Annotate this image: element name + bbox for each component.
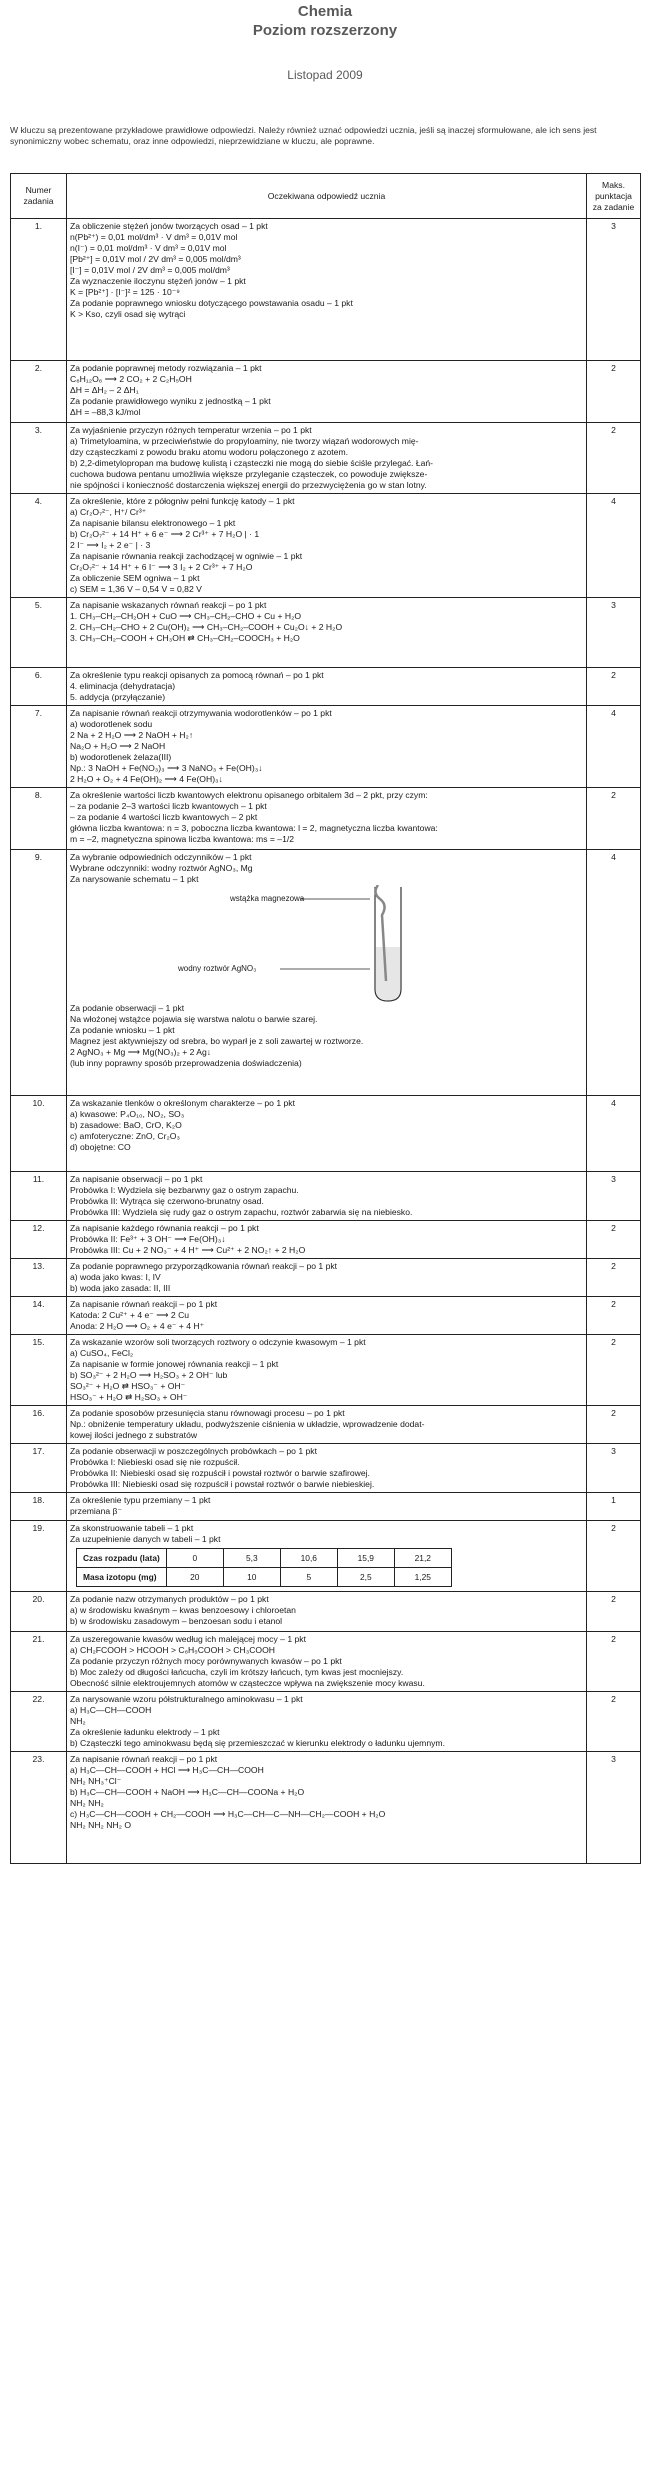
answer-line: [I⁻] = 0,01V mol / 2V dm³ = 0,005 mol/dm³	[70, 265, 230, 275]
task-answer	[67, 1752, 587, 1864]
answer-line: b) wodorotlenek żelaza(III)	[70, 752, 172, 762]
answer-line: Za narysowanie wzoru półstrukturalnego aminokwasu – 1 pkt	[70, 1694, 303, 1704]
answer-line: b) Moc zależy od długości łańcucha, czyli im krótszy łańcuch, tym kwas jest mocniejszy.	[70, 1667, 404, 1677]
task-number: 3.	[11, 423, 67, 494]
task-number: 7.	[11, 706, 67, 788]
answer-line: 2 I⁻ ⟶ I₂ + 2 e⁻ | · 3	[70, 540, 151, 550]
max-points: 2	[587, 1406, 641, 1444]
task-number: 12.	[11, 1221, 67, 1259]
table-body	[11, 219, 641, 1864]
task-answer	[67, 1335, 587, 1406]
max-points: 2	[587, 1632, 641, 1692]
task-answer	[67, 1493, 587, 1521]
answer-line: m = –2, magnetyczna spinowa liczba kwantowa: ms = –1/2	[70, 834, 295, 844]
answer-line: Probówka III: Cu + 2 NO₃⁻ + 4 H⁺ ⟶ Cu²⁺ + 2 NO₂↑ + 2 H₂O	[70, 1245, 306, 1255]
task-number: 15.	[11, 1335, 67, 1406]
answer-line: ΔH = ΔH₂ – 2 ΔH₁	[70, 385, 139, 395]
max-points: 4	[587, 706, 641, 788]
answer-line: Za napisanie obserwacji – po 1 pkt	[70, 1174, 203, 1184]
max-points: 3	[587, 1444, 641, 1493]
half-life-row-label: Masa izotopu (mg)	[77, 1568, 167, 1587]
task-number: 23.	[11, 1752, 67, 1864]
answer-line: [Pb²⁺] = 0,01V mol / 2V dm³ = 0,005 mol/dm³	[70, 254, 241, 264]
task-answer	[67, 1521, 587, 1592]
answer-line: Za narysowanie schematu – 1 pkt	[70, 874, 199, 884]
task-answer	[67, 1632, 587, 1692]
answer-line: a) wodorotlenek sodu	[70, 719, 153, 729]
answer-line: Za napisanie równań reakcji – po 1 pkt	[70, 1299, 218, 1309]
answer-line: Na włożonej wstążce pojawia się warstwa nalotu o barwie szarej.	[70, 1014, 318, 1024]
table-row	[11, 1493, 641, 1521]
page-title: Chemia	[297, 3, 353, 20]
half-life-cell: 10,6	[280, 1549, 337, 1568]
table-row	[11, 1221, 641, 1259]
page-subtitle: Poziom rozszerzony	[252, 22, 398, 39]
task-answer	[67, 361, 587, 423]
answer-line: Za obliczenie stężeń jonów tworzących osad – 1 pkt	[70, 221, 268, 231]
answer-line: Za podanie sposobów przesunięcia stanu równowagi procesu – po 1 pkt	[70, 1408, 345, 1418]
max-points: 2	[587, 788, 641, 850]
answer-line: Za określenie typu przemiany – 1 pkt	[70, 1495, 211, 1505]
task-answer	[67, 850, 587, 1096]
answer-line: 4. eliminacja (dehydratacja)	[70, 681, 176, 691]
answer-line: a) kwasowe: P₄O₁₀, NO₂, SO₃	[70, 1109, 185, 1119]
table-row	[11, 1521, 641, 1592]
answer-line: Za napisanie w formie jonowej równania reakcji – 1 pkt	[70, 1359, 279, 1369]
answer-line: Za uszeregowanie kwasów według ich malejącej mocy – 1 pkt	[70, 1634, 306, 1644]
task-answer	[67, 1096, 587, 1172]
max-points: 3	[587, 219, 641, 361]
answer-line: Za wskazanie wzorów soli tworzących roztwory o odczynie kwasowym – 1 pkt	[70, 1337, 366, 1347]
answer-line: b) Cr₂O₇²⁻ + 14 H⁺ + 6 e⁻ ⟶ 2 Cr³⁺ + 7 H₂O | · 1	[70, 529, 260, 539]
half-life-cell: 20	[166, 1568, 223, 1587]
answer-line: Za określenie wartości liczb kwantowych elektronu opisanego orbitalem 3d – 2 pkt, przy czym:	[70, 790, 428, 800]
answer-line: 1. CH₃–CH₂–CH₂OH + CuO ⟶ CH₃–CH₂–CHO + Cu + H₂O	[70, 611, 302, 621]
answer-line: Probówka I: Wydziela się bezbarwny gaz o ostrym zapachu.	[70, 1185, 299, 1195]
answer-line: 2 H₂O + O₂ + 4 Fe(OH)₂ ⟶ 4 Fe(OH)₃↓	[70, 774, 223, 784]
table-row	[11, 494, 641, 598]
answer-line: Za napisanie równań reakcji – po 1 pkt	[70, 1754, 218, 1764]
answer-line: Np.: 3 NaOH + Fe(NO₃)₃ ⟶ 3 NaNO₃ + Fe(OH)₃↓	[70, 763, 263, 773]
answer-line: główna liczba kwantowa: n = 3, poboczna liczba kwantowa: l = 2, magnetyczna liczba kwantowa:	[70, 823, 438, 833]
answer-line: Wybrane odczynniki: wodny roztwór AgNO₃, Mg	[70, 863, 253, 873]
max-points: 2	[587, 361, 641, 423]
task-number: 16.	[11, 1406, 67, 1444]
table-row	[11, 423, 641, 494]
max-points: 2	[587, 1692, 641, 1752]
answer-line: – za podanie 2–3 wartości liczb kwantowych – 1 pkt	[70, 801, 267, 811]
answer-line: 5. addycja (przyłączanie)	[70, 692, 166, 702]
max-points: 2	[587, 1592, 641, 1632]
task-number: 5.	[11, 598, 67, 668]
task-number: 18.	[11, 1493, 67, 1521]
answer-line: Za podanie prawidłowego wyniku z jednostką – 1 pkt	[70, 396, 271, 406]
answer-line: Za podanie przyczyn różnych mocy porównywanych kwasów – po 1 pkt	[70, 1656, 342, 1666]
task-answer	[67, 1259, 587, 1297]
task-number: 6.	[11, 668, 67, 706]
answer-line: 2 Na + 2 H₂O ⟶ 2 NaOH + H₂↑	[70, 730, 194, 740]
task-number: 4.	[11, 494, 67, 598]
table-row	[11, 219, 641, 361]
answer-line: c) H₃C—CH—COOH + CH₂—COOH ⟶ H₃C—CH—C—NH—CH₂—COOH + H₂O	[70, 1809, 386, 1819]
task-number: 22.	[11, 1692, 67, 1752]
max-points: 3	[587, 598, 641, 668]
answer-line: Obecność silnie elektroujemnych atomów w cząsteczce wpływa na zwiększenie mocy kwasu.	[70, 1678, 425, 1688]
max-points: 2	[587, 1259, 641, 1297]
table-row	[11, 1406, 641, 1444]
task-number: 20.	[11, 1592, 67, 1632]
answer-line: Za napisanie wskazanych równań reakcji – po 1 pkt	[70, 600, 267, 610]
test-tube-diagram	[70, 885, 587, 1003]
label-ribbon: wstążka magnezowa	[230, 894, 305, 903]
answer-line: nie spójności i konieczność dostarczenia większej energii do przezwyciężenia go w stan lotny.	[70, 480, 427, 490]
answer-line: b) w środowisku zasadowym – benzoesan sodu i etanol	[70, 1616, 283, 1626]
answer-line: Na₂O + H₂O ⟶ 2 NaOH	[70, 741, 166, 751]
column-header-points: Maks. punktacja za zadanie	[587, 174, 641, 219]
answer-line: Probówka II: Niebieski osad się rozpuścił i powstał roztwór o barwie szafirowej.	[70, 1468, 370, 1478]
task-answer	[67, 1592, 587, 1632]
answer-line: NH₂ NH₃⁺Cl⁻	[70, 1776, 122, 1786]
half-life-table	[76, 1548, 452, 1587]
answer-line: a) w środowisku kwaśnym – kwas benzoesowy i chloroetan	[70, 1605, 296, 1615]
answer-line: Za określenie ładunku elektrody – 1 pkt	[70, 1727, 220, 1737]
answer-line: c) amfoteryczne: ZnO, Cr₂O₃	[70, 1131, 180, 1141]
answer-line: NH₂ NH₂	[70, 1798, 104, 1808]
half-life-row-label: Czas rozpadu (lata)	[77, 1549, 167, 1568]
answer-line: Za określenie typu reakcji opisanych za pomocą równań – po 1 pkt	[70, 670, 324, 680]
answer-line: a) CuSO₄, FeCl₂	[70, 1348, 134, 1358]
table-row	[11, 1335, 641, 1406]
max-points: 2	[587, 1335, 641, 1406]
answer-line: a) H₃C—CH—COOH	[70, 1705, 152, 1715]
task-answer	[67, 788, 587, 850]
answer-line: Za wskazanie tlenków o określonym charakterze – po 1 pkt	[70, 1098, 295, 1108]
max-points: 4	[587, 850, 641, 1096]
table-row	[11, 1172, 641, 1221]
answer-line: a) woda jako kwas: I, IV	[70, 1272, 161, 1282]
answer-line: (lub inny poprawny sposób przeprowadzenia doświadczenia)	[70, 1058, 302, 1068]
answer-line: Za podanie obserwacji – 1 pkt	[70, 1003, 185, 1013]
label-solution: wodny roztwór AgNO₃	[178, 964, 257, 973]
task-answer	[67, 598, 587, 668]
answer-line: Za wyznaczenie iloczynu stężeń jonów – 1 pkt	[70, 276, 246, 286]
answer-line: b) H₃C—CH—COOH + NaOH ⟶ H₃C—CH—COONa + H₂O	[70, 1787, 305, 1797]
task-answer	[67, 1297, 587, 1335]
half-life-cell: 2,5	[337, 1568, 394, 1587]
max-points: 3	[587, 1172, 641, 1221]
task-number: 17.	[11, 1444, 67, 1493]
max-points: 4	[587, 494, 641, 598]
answer-line: SO₃²⁻ + H₂O ⇄ HSO₃⁻ + OH⁻	[70, 1381, 186, 1391]
answer-line: Za uzupełnienie danych w tabeli – 1 pkt	[70, 1534, 221, 1544]
answer-line: 2 AgNO₃ + Mg ⟶ Mg(NO₃)₂ + 2 Ag↓	[70, 1047, 212, 1057]
answer-line: a) CH₂FCOOH > HCOOH > C₆H₅COOH > CH₃COOH	[70, 1645, 275, 1655]
task-answer	[67, 494, 587, 598]
max-points: 3	[587, 1752, 641, 1864]
half-life-row	[77, 1568, 452, 1587]
answer-line: Np.: obniżenie temperatury układu, podwyższenie ciśnienia w układzie, wprowadzenie dodat-	[70, 1419, 425, 1429]
table-row	[11, 668, 641, 706]
table-row	[11, 1444, 641, 1493]
half-life-cell: 0	[166, 1549, 223, 1568]
task-number: 14.	[11, 1297, 67, 1335]
max-points: 4	[587, 1096, 641, 1172]
half-life-cell: 10	[223, 1568, 280, 1587]
max-points: 1	[587, 1493, 641, 1521]
answer-line: Za napisanie bilansu elektronowego – 1 pkt	[70, 518, 236, 528]
answer-line: Za napisanie każdego równania reakcji – po 1 pkt	[70, 1223, 259, 1233]
task-number: 11.	[11, 1172, 67, 1221]
answer-line	[70, 885, 583, 1003]
answer-line: n(I⁻) = 0,01 mol/dm³ · V dm³ = 0,01V mol	[70, 243, 227, 253]
answer-line: Cr₂O₇²⁻ + 14 H⁺ + 6 I⁻ ⟶ 3 I₂ + 2 Cr³⁺ + 7 H₂O	[70, 562, 253, 572]
column-header-answer: Oczekiwana odpowiedź ucznia	[67, 174, 587, 219]
half-life-cell: 5	[280, 1568, 337, 1587]
answer-line: Za wyjaśnienie przyczyn różnych temperatur wrzenia – po 1 pkt	[70, 425, 312, 435]
answer-line: Za określenie, które z półogniw pełni funkcję katody – 1 pkt	[70, 496, 295, 506]
answer-line: Za podanie wniosku – 1 pkt	[70, 1025, 175, 1035]
table-row	[11, 1752, 641, 1864]
task-number: 21.	[11, 1632, 67, 1692]
answer-line: Za podanie poprawnego przyporządkowania równań reakcji – po 1 pkt	[70, 1261, 338, 1271]
answer-line: NH₂	[70, 1716, 86, 1726]
answer-line: Za podanie poprawnej metody rozwiązania – 1 pkt	[70, 363, 262, 373]
answer-line: Probówka I: Niebieski osad się nie rozpuścił.	[70, 1457, 240, 1467]
table-row	[11, 788, 641, 850]
answer-line: Za skonstruowanie tabeli – 1 pkt	[70, 1523, 194, 1533]
table-row	[11, 1632, 641, 1692]
table-row	[11, 1592, 641, 1632]
answer-line: Za podanie poprawnego wniosku dotyczącego powstawania osadu – 1 pkt	[70, 298, 353, 308]
answer-line: Za napisanie równań reakcji otrzymywania wodorotlenków – po 1 pkt	[70, 708, 332, 718]
answer-line: 3. CH₃–CH₂–COOH + CH₃OH ⇄ CH₃–CH₂–COOCH₃ + H₂O	[70, 633, 300, 643]
answer-line: b) Cząsteczki tego aminokwasu będą się przemieszczać w kierunku elektrody o ładunku ujemnym.	[70, 1738, 445, 1748]
task-number: 9.	[11, 850, 67, 1096]
max-points: 2	[587, 1221, 641, 1259]
answer-line: ΔH = –88,3 kJ/mol	[70, 407, 141, 417]
task-number: 19.	[11, 1521, 67, 1592]
task-number: 13.	[11, 1259, 67, 1297]
task-answer	[67, 1221, 587, 1259]
answer-line: cuchowa budowa pentanu umożliwia większe przyleganie cząsteczek, co powoduje zwiększe-	[70, 469, 428, 479]
half-life-cell: 21,2	[394, 1549, 451, 1568]
answer-line: K > Kso, czyli osad się wytrąci	[70, 309, 186, 319]
task-number: 1.	[11, 219, 67, 361]
half-life-cell: 15,9	[337, 1549, 394, 1568]
answer-line: Probówka II: Fe³⁺ + 3 OH⁻ ⟶ Fe(OH)₃↓	[70, 1234, 226, 1244]
task-answer	[67, 1444, 587, 1493]
max-points: 2	[587, 1521, 641, 1592]
answer-line: Katoda: 2 Cu²⁺ + 4 e⁻ ⟶ 2 Cu	[70, 1310, 190, 1320]
task-number: 2.	[11, 361, 67, 423]
task-answer	[67, 1692, 587, 1752]
answer-line: d) obojętne: CO	[70, 1142, 131, 1152]
task-answer	[67, 423, 587, 494]
answer-line: Magnez jest aktywniejszy od srebra, bo wyparł je z soli zawartej w roztworze.	[70, 1036, 364, 1046]
answer-line: HSO₃⁻ + H₂O ⇄ H₂SO₃ + OH⁻	[70, 1392, 188, 1402]
answer-line: Za podanie obserwacji w poszczególnych probówkach – po 1 pkt	[70, 1446, 317, 1456]
half-life-cell: 1,25	[394, 1568, 451, 1587]
intro-paragraph: W kluczu są prezentowane przykładowe prawidłowe odpowiedzi. Należy również uznać odpowiedzi ucznia, jeśli są inaczej sformułowane, ale ich sens jest synonimiczny wobec schematu, oraz inne odpowiedzi, nieprzewidziane w kluczu, ale poprawne.	[10, 125, 597, 146]
answer-line: c) SEM = 1,36 V – 0,54 V = 0,82 V	[70, 584, 202, 594]
answer-line: Za wybranie odpowiednich odczynników – 1 pkt	[70, 852, 252, 862]
answer-line: – za podanie 4 wartości liczb kwantowych – 2 pkt	[70, 812, 258, 822]
task-number: 8.	[11, 788, 67, 850]
answer-line: Za napisanie równania reakcji zachodzącej w ogniwie – 1 pkt	[70, 551, 303, 561]
half-life-cell: 5,3	[223, 1549, 280, 1568]
task-answer	[67, 706, 587, 788]
answer-line: b) woda jako zasada: II, III	[70, 1283, 171, 1293]
answer-line: NH₂ NH₂ NH₂ O	[70, 1820, 132, 1830]
max-points: 2	[587, 668, 641, 706]
table-row	[11, 1096, 641, 1172]
column-header-number: Numer zadania	[11, 174, 67, 219]
table-row	[11, 361, 641, 423]
max-points: 2	[587, 1297, 641, 1335]
answer-line: C₆H₁₂O₆ ⟶ 2 CO₂ + 2 C₂H₅OH	[70, 374, 192, 384]
answer-line: a) H₃C—CH—COOH + HCl ⟶ H₃C—CH—COOH	[70, 1765, 264, 1775]
exam-date: Listopad 2009	[287, 68, 363, 82]
answer-line: b) SO₃²⁻ + 2 H₂O ⟶ H₂SO₃ + 2 OH⁻ lub	[70, 1370, 228, 1380]
answer-line: a) Cr₂O₇²⁻, H⁺/ Cr³⁺	[70, 507, 147, 517]
answer-line: Probówka III: Wydziela się rudy gaz o ostrym zapachu, roztwór zabarwia się na niebiesko.	[70, 1207, 413, 1217]
answer-line: b) 2,2-dimetylopropan ma budowę kulistą i cząsteczki nie mogą do siebie ściśle przylegać. Łań-	[70, 458, 434, 468]
table-row	[11, 850, 641, 1096]
task-answer	[67, 219, 587, 361]
half-life-row	[77, 1549, 452, 1568]
answer-key-table	[10, 173, 641, 1864]
table-row	[11, 598, 641, 668]
answer-line: K = [Pb²⁺] · [I⁻]² = 125 · 10⁻⁹	[70, 287, 180, 297]
task-answer	[67, 668, 587, 706]
table-row	[11, 706, 641, 788]
table-row	[11, 1297, 641, 1335]
answer-line: dzy cząsteczkami z powodu braku atomu wodoru połączonego z azotem.	[70, 447, 349, 457]
answer-line: n(Pb²⁺) = 0,01 mol/dm³ · V dm³ = 0,01V mol	[70, 232, 238, 242]
answer-line: 2. CH₃–CH₂–CHO + 2 Cu(OH)₂ ⟶ CH₃–CH₂–COOH + Cu₂O↓ + 2 H₂O	[70, 622, 343, 632]
answer-line: Anoda: 2 H₂O ⟶ O₂ + 4 e⁻ + 4 H⁺	[70, 1321, 205, 1331]
task-answer	[67, 1172, 587, 1221]
answer-line: Za podanie nazw otrzymanych produktów – po 1 pkt	[70, 1594, 269, 1604]
table-header-row	[11, 174, 641, 219]
answer-line: Za obliczenie SEM ogniwa – 1 pkt	[70, 573, 200, 583]
task-answer	[67, 1406, 587, 1444]
table-row	[11, 1692, 641, 1752]
answer-line: a) Trimetyloamina, w przeciwieństwie do propyloaminy, nie tworzy wiązań wodorowych mię-	[70, 436, 419, 446]
max-points: 2	[587, 423, 641, 494]
answer-line: Probówka II: Wytrąca się czerwono-brunatny osad.	[70, 1196, 264, 1206]
answer-line: b) zasadowe: BaO, CrO, K₂O	[70, 1120, 182, 1130]
table-row	[11, 1259, 641, 1297]
answer-line: kowej ilości jednego z substratów	[70, 1430, 198, 1440]
task-number: 10.	[11, 1096, 67, 1172]
answer-line: Probówka III: Niebieski osad się rozpuścił i powstał roztwór o barwie niebieskiej.	[70, 1479, 375, 1489]
answer-line: przemiana β⁻	[70, 1506, 122, 1516]
